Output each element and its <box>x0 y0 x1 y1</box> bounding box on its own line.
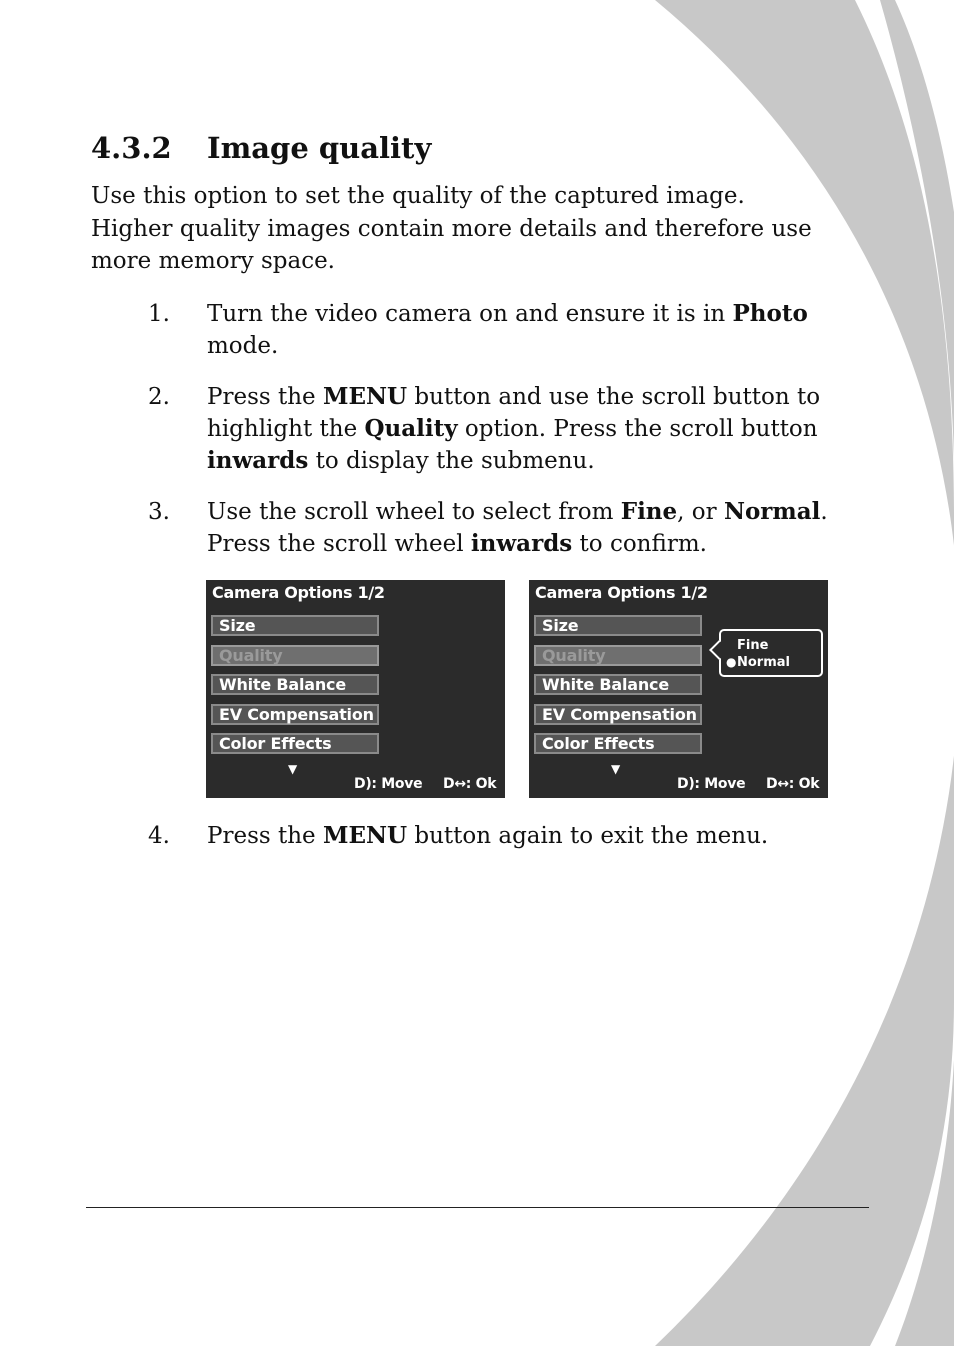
submenu-option-normal <box>726 654 821 671</box>
screen-title: Camera Options 1/2 <box>535 582 708 602</box>
text-run: mode. <box>207 332 279 359</box>
text-run: to confirm. <box>572 530 707 557</box>
bold-term: Photo <box>732 299 808 327</box>
scroll-down-icon: ▼ <box>611 761 621 776</box>
section-title: Image quality <box>207 131 432 165</box>
text-run: . Press the scroll wheel <box>207 498 828 557</box>
bold-term: inwards <box>207 446 309 474</box>
text-run: Use the scroll wheel to select from <box>207 498 621 525</box>
bold-term: Normal <box>723 497 821 525</box>
selected-marker-icon: ● <box>726 654 737 669</box>
step-number: 2. <box>148 383 170 410</box>
bold-term: MENU <box>322 382 408 410</box>
step-2 <box>91 381 871 477</box>
intro-paragraph: Use this option to set the quality of the captured image. Higher quality images contain more details and therefore use more memory space. <box>91 183 812 274</box>
footer-rule <box>86 1207 869 1208</box>
step-1 <box>91 298 871 362</box>
step-4 <box>91 820 871 852</box>
bold-term: inwards <box>470 529 573 557</box>
text-run: , or <box>677 498 724 525</box>
menu-item-quality: Quality <box>211 645 379 666</box>
hint-ok: D↔: Ok <box>766 775 820 792</box>
step-3 <box>91 496 871 560</box>
menu-item-color-effects: Color Effects <box>211 733 379 754</box>
step-number: 3. <box>148 498 170 525</box>
text-run: Press the <box>207 383 323 410</box>
hint-ok: D↔: Ok <box>443 775 497 792</box>
camera-screen-menu <box>206 580 505 798</box>
menu-item-white-balance: White Balance <box>211 674 379 695</box>
bold-term: Quality <box>364 414 458 442</box>
menu-item-size: Size <box>211 615 379 636</box>
section-number: 4.3.2 <box>91 131 172 165</box>
menu-item-ev-compensation: EV Compensation <box>211 704 379 725</box>
text-run: to display the submenu. <box>308 447 595 474</box>
menu-item-size: Size <box>534 615 702 636</box>
bold-term: Fine <box>620 497 678 525</box>
bold-term: MENU <box>322 821 408 849</box>
text-run: Turn the video camera on and ensure it is in <box>207 300 733 327</box>
hint-move: D): Move <box>354 775 423 792</box>
submenu-option-label: Normal <box>737 654 790 670</box>
submenu-option-fine: Fine <box>737 637 769 653</box>
page-content <box>91 128 871 852</box>
camera-screen-submenu <box>529 580 828 798</box>
quality-submenu <box>719 629 823 677</box>
hint-move: D): Move <box>677 775 746 792</box>
step-text <box>207 496 871 560</box>
menu-item-ev-compensation: EV Compensation <box>534 704 702 725</box>
step-number: 4. <box>148 822 170 849</box>
scroll-down-icon: ▼ <box>288 761 298 776</box>
screen-title: Camera Options 1/2 <box>212 582 385 602</box>
menu-item-quality: Quality <box>534 645 702 666</box>
step-number: 1. <box>148 300 170 327</box>
section-heading <box>91 128 871 168</box>
step-text <box>207 381 871 477</box>
menu-item-color-effects: Color Effects <box>534 733 702 754</box>
camera-screenshots <box>206 580 871 798</box>
step-text <box>207 298 871 362</box>
text-run: option. Press the scroll button <box>457 415 818 442</box>
text-run: Press the <box>207 822 323 849</box>
menu-item-white-balance: White Balance <box>534 674 702 695</box>
text-run: button and use the scroll button to highlight the <box>207 383 821 442</box>
step-text <box>207 820 871 852</box>
text-run: button again to exit the menu. <box>407 822 769 849</box>
